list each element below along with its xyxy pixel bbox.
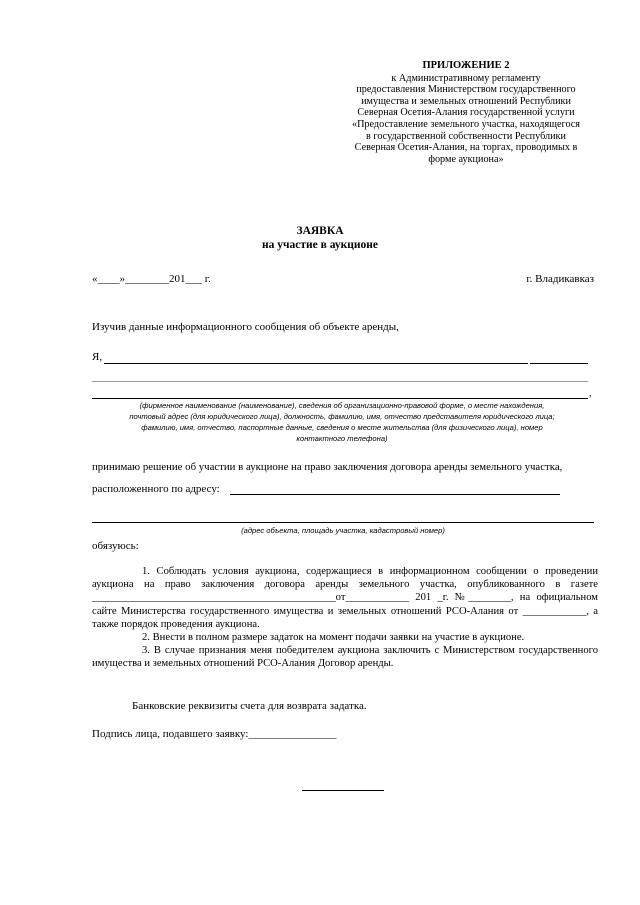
obligation-item-2: 2. Внести в полном размере задаток на момент подачи заявки на участие в аукционе. — [142, 632, 525, 644]
applicant-extra-field[interactable] — [530, 363, 588, 364]
applicant-end-comma: , — [589, 388, 592, 399]
obligation-item-1: 1. Соблюдать условия аукциона, содержащиеся в информационном сообщении о проведении аукциона на право заключения договора аренды земельного участка, опубликованного в газете ______________________________________________от____________ 201 _г. №________, на официальном сайте Министерства государственного имущества и земельных отношений РСО-Алания от ____________, а также порядок проведения аукциона. — [92, 566, 598, 630]
applicant-details-field-2[interactable] — [92, 398, 588, 399]
address-field-line-2[interactable] — [92, 522, 594, 523]
signature-label[interactable]: Подпись лица, подавшего заявку:________________ — [92, 728, 337, 740]
address-hint: (адрес объекта, площадь участка, кадастровый номер) — [241, 526, 445, 535]
hint-line: почтовый адрес (для юридического лица), должность, фамилию, имя, отчество представителя юридического лица; — [129, 412, 555, 421]
title-main: ЗАЯВКА — [296, 225, 344, 237]
applicant-prefix: Я, — [92, 351, 103, 363]
appendix-block — [326, 60, 606, 165]
appendix-line: Северная Осетия-Алания государственной услуги — [357, 107, 575, 119]
appendix-line: имущества и земельных отношений Республики — [361, 95, 571, 107]
appendix-heading: ПРИЛОЖЕНИЕ 2 — [422, 60, 510, 71]
hint-line: фамилию, имя, отчество, паспортные данные, сведения о месте жительства (для физического лица), номер — [141, 423, 543, 432]
appendix-line: к Административному регламенту — [391, 72, 541, 84]
date-field[interactable]: «____»________201___ г. — [92, 273, 211, 285]
oblige-text: обязуюсь: — [92, 540, 139, 552]
decision-text: принимаю решение об участии в аукционе на право заключения договора аренды земельного участка, — [92, 461, 563, 473]
bank-details-text: Банковские реквизиты счета для возврата задатка. — [132, 700, 367, 712]
title-sub: на участие в аукционе — [262, 239, 378, 251]
hint-line: контактного телефона) — [296, 434, 388, 443]
address-field[interactable] — [230, 494, 560, 495]
intro-text: Изучив данные информационного сообщения об объекте аренды, — [92, 321, 399, 333]
appendix-line: Северная Осетия-Алания, на торгах, проводимых в — [354, 142, 578, 154]
appendix-line: в государственной собственности Республики — [366, 130, 566, 142]
obligations-list — [92, 565, 598, 671]
signature-line[interactable] — [302, 790, 384, 791]
city-label: г. Владикавказ — [526, 273, 594, 285]
applicant-details-field-1[interactable] — [92, 381, 588, 382]
document-title — [0, 224, 640, 252]
appendix-line: «Предоставление земельного участка, находящегося — [351, 118, 580, 130]
address-label: расположенного по адресу: — [92, 483, 220, 495]
hint-line: (фирменное наименование (наименование), сведения об организационно-правовой форме, о месте нахождения, — [139, 401, 545, 410]
appendix-line: форме аукциона» — [428, 153, 504, 165]
appendix-line: предоставления Министерством государственного — [356, 84, 576, 96]
applicant-name-field[interactable] — [104, 363, 528, 364]
applicant-hint — [86, 400, 598, 444]
obligation-item-3: 3. В случае признания меня победителем аукциона заключить с Министерством государственного имущества и земельных отношений РСО-Алания Договор аренды. — [92, 645, 598, 670]
